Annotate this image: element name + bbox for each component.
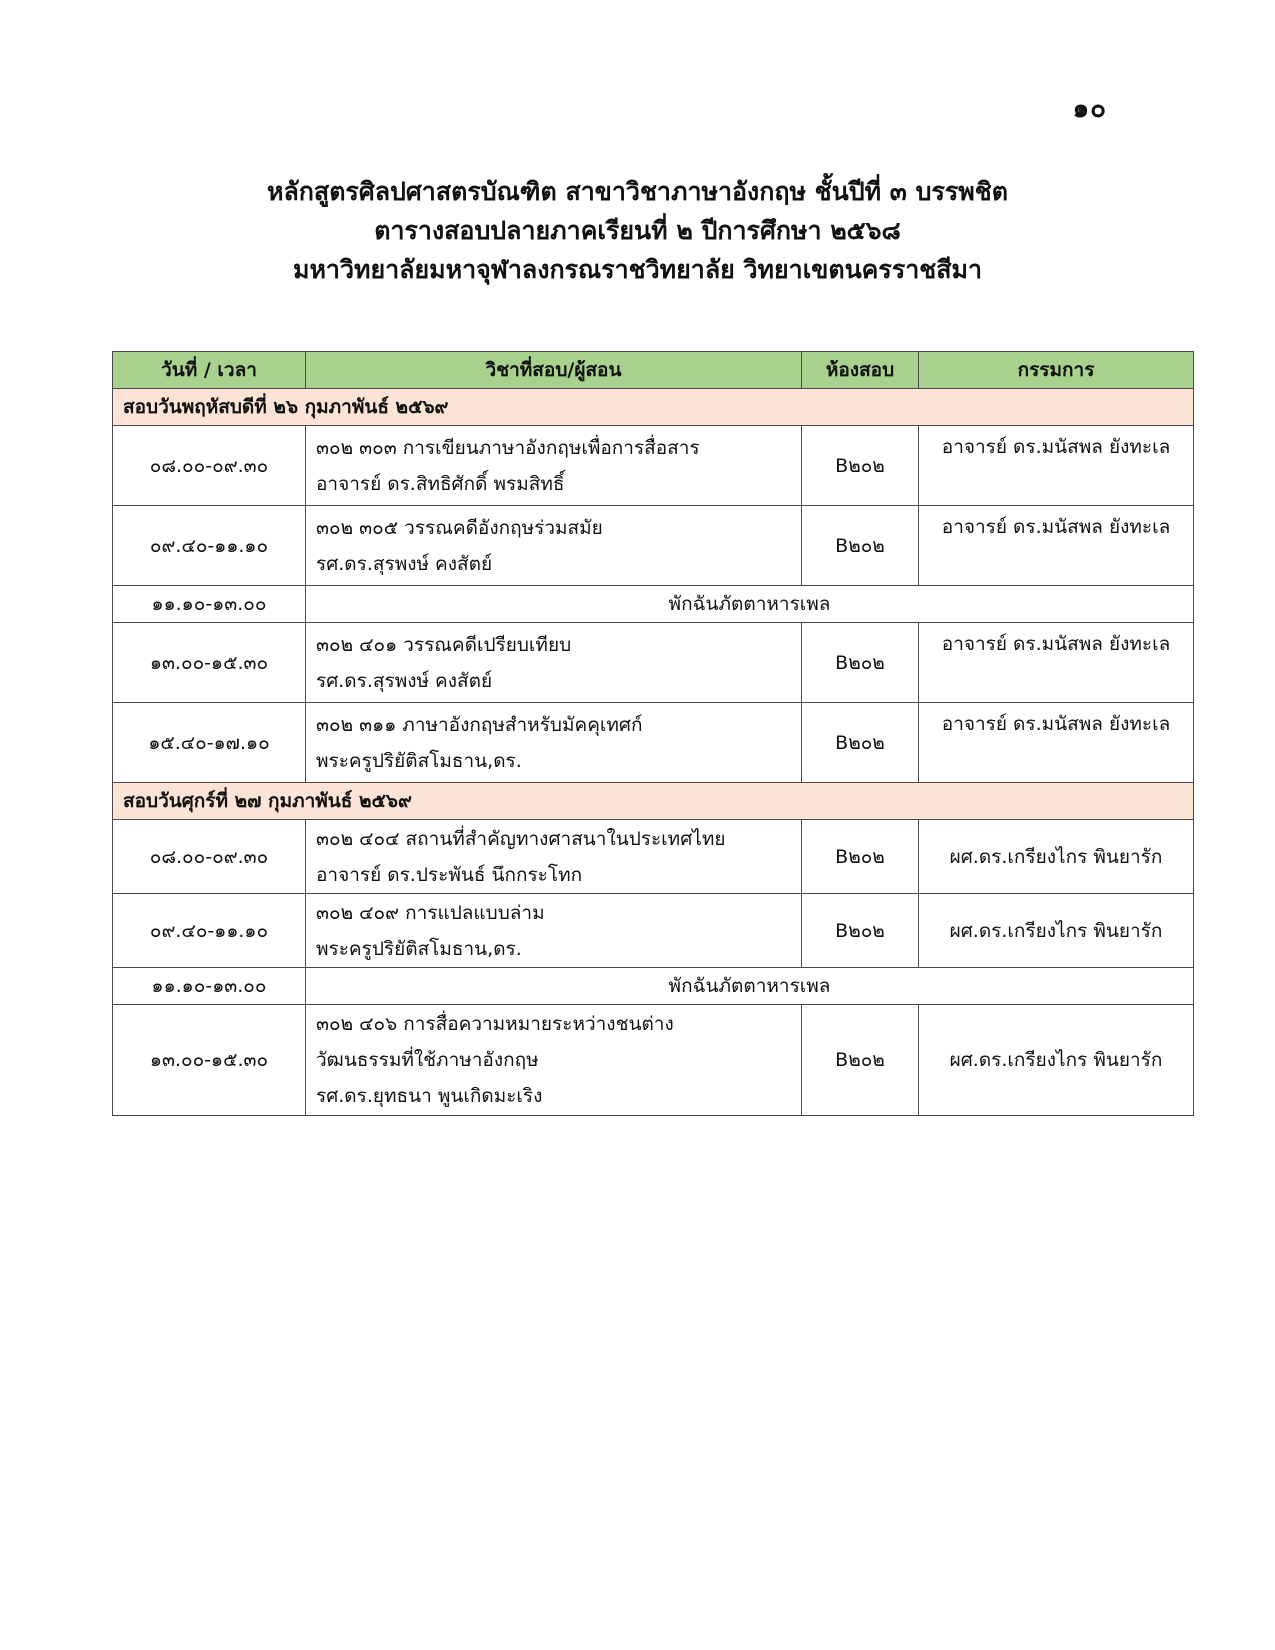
exam-time: ๐๙.๔๐-๑๑.๑๐ [113, 894, 306, 968]
table-row [113, 623, 1194, 703]
table-row [113, 894, 1194, 968]
exam-schedule-table [112, 351, 1194, 1116]
exam-room: B๒๐๒ [802, 703, 919, 783]
heading-program: หลักสูตรศิลปศาสตรบัณฑิต สาขาวิชาภาษาอังกฤษ ชั้นปีที่ ๓ บรรพชิต [267, 177, 1008, 206]
exam-time: ๑๓.๐๐-๑๕.๓๐ [113, 623, 306, 703]
subject-course: ๓๐๒ ๓๐๓ การเขียนภาษาอังกฤษเพื่อการสื่อสาร [316, 436, 700, 459]
subject-instructor: อาจารย์ ดร.สิทธิศักดิ์ พรมสิทธิ์ [316, 472, 565, 495]
exam-time: ๑๕.๔๐-๑๗.๑๐ [113, 703, 306, 783]
table-row [113, 426, 1194, 506]
lunch-break-label: พักฉันภัตตาหารเพล [306, 586, 1194, 623]
exam-room: B๒๐๒ [802, 1005, 919, 1116]
header-committee: กรรมการ [919, 352, 1194, 389]
exam-committee: อาจารย์ ดร.มนัสพล ยังทะเล [919, 426, 1194, 506]
break-time: ๑๑.๑๐-๑๓.๐๐ [113, 586, 306, 623]
exam-room: B๒๐๒ [802, 426, 919, 506]
exam-room: B๒๐๒ [802, 506, 919, 586]
subject-instructor: รศ.ดร.ยุทธนา พูนเกิดมะเริง [316, 1085, 543, 1107]
exam-room: B๒๐๒ [802, 820, 919, 894]
subject-course: ๓๐๒ ๔๐๑ วรรณคดีเปรียบเทียบ [316, 633, 572, 656]
exam-time: ๐๘.๐๐-๐๙.๓๐ [113, 426, 306, 506]
subject-course: ๓๐๒ ๓๑๑ ภาษาอังกฤษสำหรับมัคคุเทศก์ [316, 713, 643, 736]
exam-subject [306, 506, 802, 586]
subject-instructor: อาจารย์ ดร.ประพันธ์ นึกกระโทก [316, 863, 583, 886]
subject-instructor: พระครูปริยัติสโมธาน,ดร. [316, 749, 522, 772]
break-time: ๑๑.๑๐-๑๓.๐๐ [113, 968, 306, 1005]
exam-time: ๐๙.๔๐-๑๑.๑๐ [113, 506, 306, 586]
day-row [113, 389, 1194, 426]
exam-committee: ผศ.ดร.เกรียงไกร พินยารัก [919, 1005, 1194, 1116]
header-date-time: วันที่ / เวลา [113, 352, 306, 389]
subject-course: ๓๐๒ ๔๐๔ สถานที่สำคัญทางศาสนาในประเทศไทย [316, 827, 726, 850]
header-subject: วิชาที่สอบ/ผู้สอน [306, 352, 802, 389]
exam-subject [306, 426, 802, 506]
exam-subject [306, 703, 802, 783]
lunch-break-row [113, 968, 1194, 1005]
exam-time: ๑๓.๐๐-๑๕.๓๐ [113, 1005, 306, 1116]
heading-university: มหาวิทยาลัยมหาจุฬาลงกรณราชวิทยาลัย วิทยาเขตนครราชสีมา [292, 255, 983, 284]
lunch-break-label: พักฉันภัตตาหารเพล [306, 968, 1194, 1005]
table-row [113, 703, 1194, 783]
exam-room: B๒๐๒ [802, 623, 919, 703]
exam-subject [306, 820, 802, 894]
table-row [113, 506, 1194, 586]
header-room: ห้องสอบ [802, 352, 919, 389]
table-header-row [113, 352, 1194, 389]
day-label: สอบวันพฤหัสบดีที่ ๒๖ กุมภาพันธ์ ๒๕๖๙ [113, 389, 1194, 426]
exam-subject [306, 1005, 802, 1116]
exam-committee: ผศ.ดร.เกรียงไกร พินยารัก [919, 894, 1194, 968]
table-row [113, 820, 1194, 894]
exam-subject [306, 894, 802, 968]
exam-committee: อาจารย์ ดร.มนัสพล ยังทะเล [919, 506, 1194, 586]
day-label: สอบวันศุกร์ที่ ๒๗ กุมภาพันธ์ ๒๕๖๙ [113, 783, 1194, 820]
day-row [113, 783, 1194, 820]
subject-instructor: รศ.ดร.สุรพงษ์ คงสัตย์ [316, 669, 493, 692]
subject-course: ๓๐๒ ๓๐๕ วรรณคดีอังกฤษร่วมสมัย [316, 516, 603, 539]
heading-schedule-title: ตารางสอบปลายภาคเรียนที่ ๒ ปีการศึกษา ๒๕๖๘ [374, 216, 901, 245]
subject-instructor: รศ.ดร.สุรพงษ์ คงสัตย์ [316, 552, 493, 575]
subject-course: ๓๐๒ ๔๐๖ การสื่อความหมายระหว่างชนต่าง [316, 1013, 674, 1035]
subject-course-cont: วัฒนธรรมที่ใช้ภาษาอังกฤษ [316, 1049, 539, 1071]
page-number: ๑๐ [1072, 94, 1107, 124]
exam-committee: อาจารย์ ดร.มนัสพล ยังทะเล [919, 623, 1194, 703]
lunch-break-row [113, 586, 1194, 623]
subject-course: ๓๐๒ ๔๐๙ การแปลแบบล่าม [316, 901, 545, 924]
document-heading [0, 172, 1275, 289]
exam-time: ๐๘.๐๐-๐๙.๓๐ [113, 820, 306, 894]
exam-room: B๒๐๒ [802, 894, 919, 968]
exam-committee: ผศ.ดร.เกรียงไกร พินยารัก [919, 820, 1194, 894]
table-row [113, 1005, 1194, 1116]
subject-instructor: พระครูปริยัติสโมธาน,ดร. [316, 937, 522, 960]
exam-subject [306, 623, 802, 703]
exam-committee: อาจารย์ ดร.มนัสพล ยังทะเล [919, 703, 1194, 783]
